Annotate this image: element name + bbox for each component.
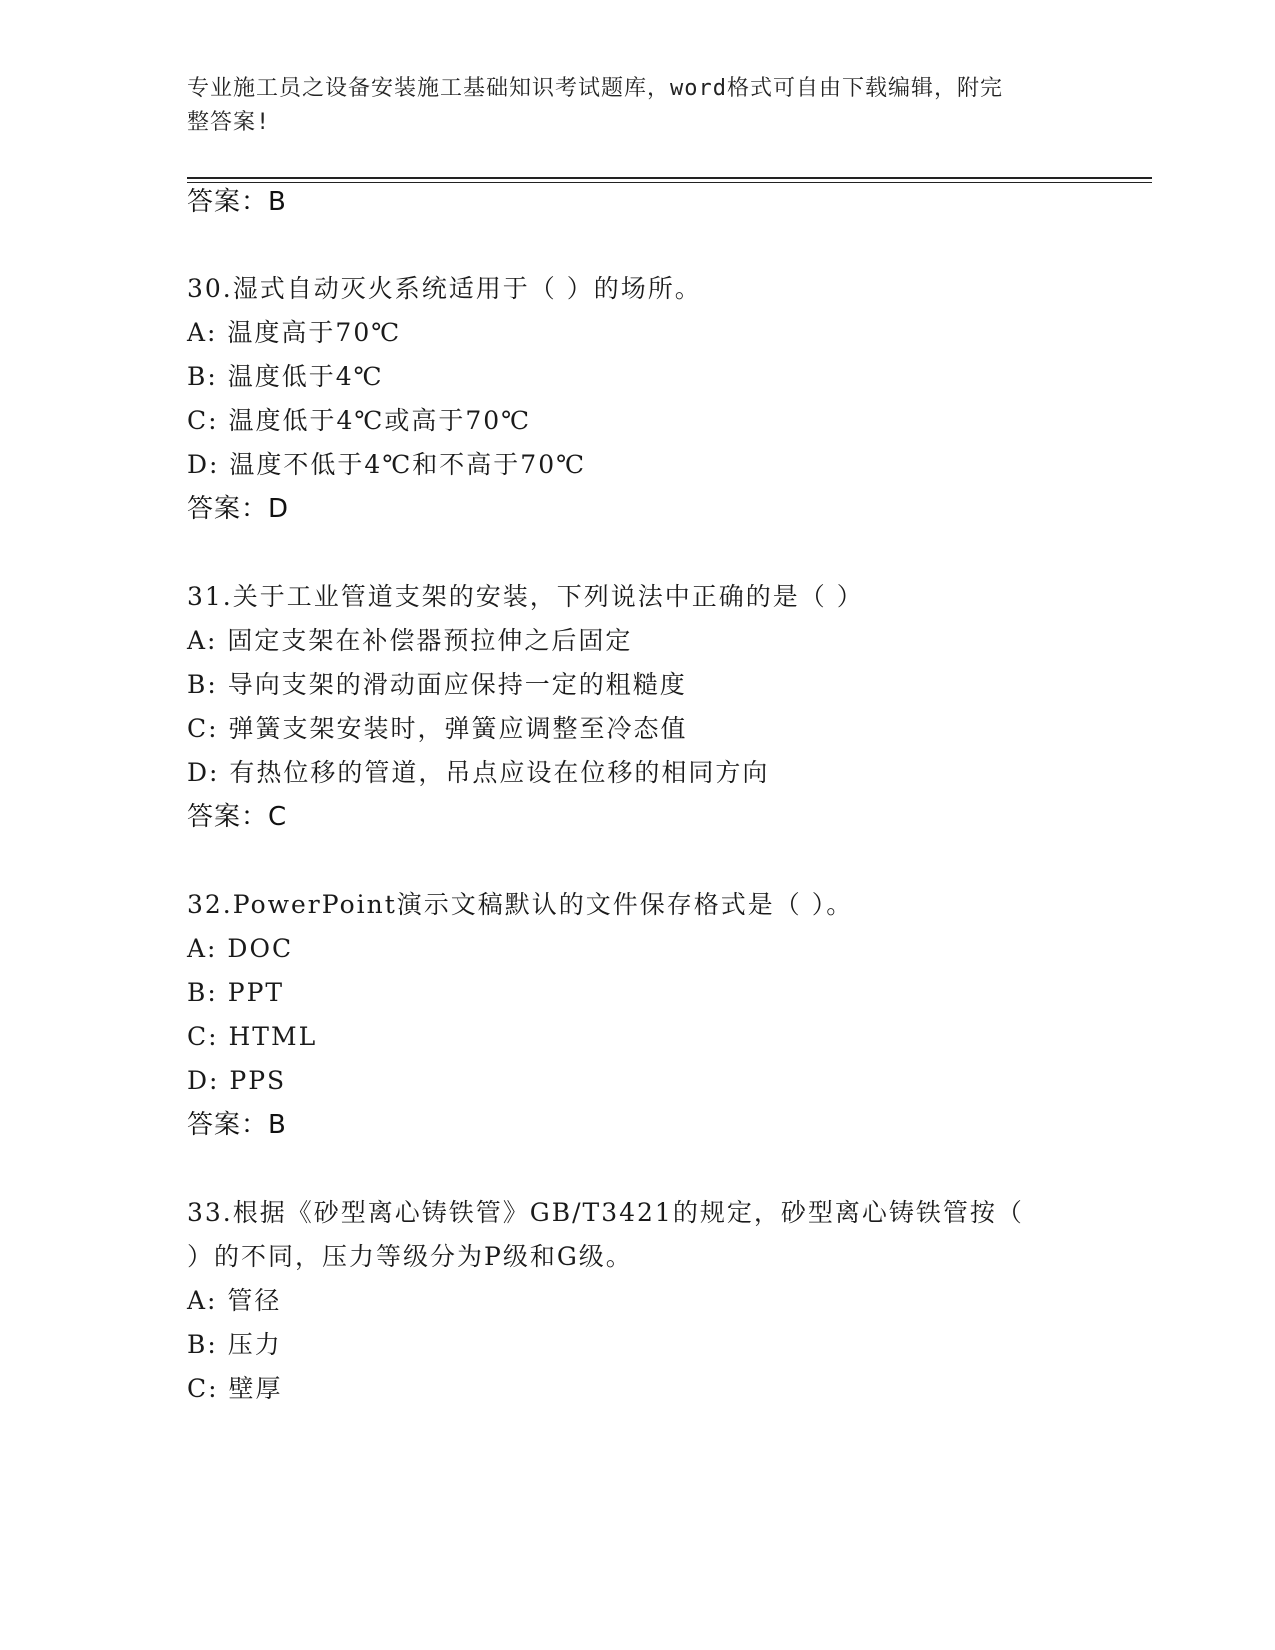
document-header [187,72,1067,140]
question-30-option-d: D: 温度不低于4℃和不高于70℃ [187,450,587,479]
question-30-option-b: B: 温度低于4℃ [187,362,384,391]
header-divider-thin [187,182,1152,183]
question-30-option-a: A: 温度高于70℃ [187,318,402,347]
header-divider-thick [187,177,1152,179]
question-31-option-d: D: 有热位移的管道，吊点应设在位移的相同方向 [187,758,770,787]
previous-answer: 答案：B [187,187,287,217]
header-line-1: 专业施工员之设备安装施工基础知识考试题库，word格式可自由下载编辑，附完 [187,76,1003,101]
question-32-option-d: D: PPS [187,1066,287,1095]
question-32-option-a: A: DOC [187,934,294,963]
question-30-stem: 30.湿式自动灭火系统适用于（ ）的场所。 [187,274,702,303]
question-30-answer: 答案：D [187,494,290,524]
question-31-stem: 31.关于工业管道支架的安装，下列说法中正确的是（ ） [187,582,864,611]
question-32-option-c: C: HTML [187,1022,318,1051]
question-32-option-b: B: PPT [187,978,285,1007]
question-32-answer: 答案：B [187,1110,287,1140]
question-32-stem: 32.PowerPoint演示文稿默认的文件保存格式是（ ）。 [187,890,854,919]
question-33-option-b: B: 压力 [187,1330,282,1359]
question-33-stem-line-2: ）的不同，压力等级分为P级和G级。 [187,1242,633,1271]
question-33-option-a: A: 管径 [187,1286,282,1315]
question-30-option-c: C: 温度低于4℃或高于70℃ [187,406,532,435]
question-31-option-c: C: 弹簧支架安装时，弹簧应调整至冷态值 [187,714,688,743]
header-line-2: 整答案! [187,110,271,135]
question-31-option-b: B: 导向支架的滑动面应保持一定的粗糙度 [187,670,687,699]
question-31-answer: 答案：C [187,802,288,832]
question-33-option-c: C: 壁厚 [187,1374,283,1403]
question-33-stem-line-1: 33.根据《砂型离心铸铁管》GB/T3421的规定，砂型离心铸铁管按（ [187,1198,1024,1227]
question-31-option-a: A: 固定支架在补偿器预拉伸之后固定 [187,626,633,655]
